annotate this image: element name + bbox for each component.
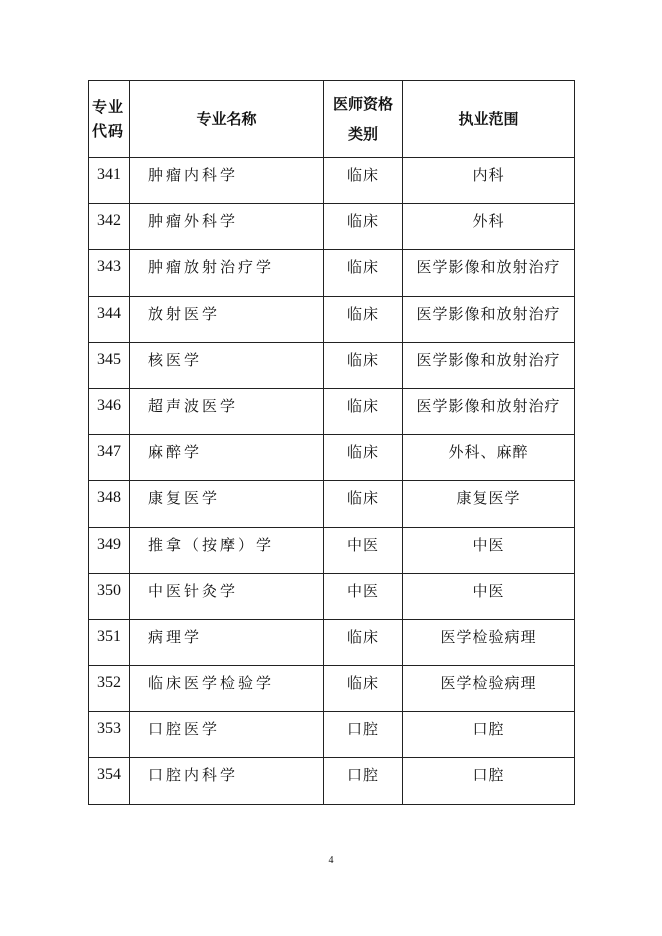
cell-name: 放射医学 xyxy=(130,296,324,342)
cell-scope: 口腔 xyxy=(403,712,575,758)
cell-code: 354 xyxy=(89,758,130,804)
cell-category: 临床 xyxy=(324,204,403,250)
cell-scope: 医学检验病理 xyxy=(403,619,575,665)
page-number: 4 xyxy=(328,855,334,866)
header-scope: 执业范围 xyxy=(403,81,575,158)
cell-category: 临床 xyxy=(324,435,403,481)
cell-code: 345 xyxy=(89,342,130,388)
cell-code: 353 xyxy=(89,712,130,758)
table-row xyxy=(89,342,575,388)
cell-code: 343 xyxy=(89,250,130,296)
cell-code: 342 xyxy=(89,204,130,250)
cell-code: 346 xyxy=(89,388,130,434)
cell-name: 肿瘤内科学 xyxy=(130,158,324,204)
cell-code: 344 xyxy=(89,296,130,342)
cell-name: 推拿（按摩）学 xyxy=(130,527,324,573)
cell-scope: 中医 xyxy=(403,527,575,573)
cell-scope: 医学影像和放射治疗 xyxy=(403,296,575,342)
cell-category: 临床 xyxy=(324,250,403,296)
table-row xyxy=(89,619,575,665)
cell-name: 肿瘤外科学 xyxy=(130,204,324,250)
cell-category: 临床 xyxy=(324,388,403,434)
cell-name: 核医学 xyxy=(130,342,324,388)
cell-scope: 口腔 xyxy=(403,758,575,804)
cell-code: 351 xyxy=(89,619,130,665)
table-row xyxy=(89,527,575,573)
cell-category: 口腔 xyxy=(324,758,403,804)
cell-category: 中医 xyxy=(324,527,403,573)
table-row xyxy=(89,250,575,296)
cell-code: 347 xyxy=(89,435,130,481)
table-header-row xyxy=(89,81,575,158)
cell-code: 352 xyxy=(89,666,130,712)
cell-category: 中医 xyxy=(324,573,403,619)
table-row xyxy=(89,435,575,481)
cell-scope: 内科 xyxy=(403,158,575,204)
cell-scope: 医学影像和放射治疗 xyxy=(403,388,575,434)
header-category-line2: 类别 xyxy=(347,125,378,143)
cell-category: 临床 xyxy=(324,158,403,204)
cell-scope: 医学检验病理 xyxy=(403,666,575,712)
cell-code: 341 xyxy=(89,158,130,204)
table-row xyxy=(89,296,575,342)
cell-scope: 医学影像和放射治疗 xyxy=(403,250,575,296)
cell-scope: 医学影像和放射治疗 xyxy=(403,342,575,388)
cell-category: 临床 xyxy=(324,342,403,388)
cell-category: 口腔 xyxy=(324,712,403,758)
table-row xyxy=(89,712,575,758)
header-name: 专业名称 xyxy=(130,81,324,158)
cell-code: 348 xyxy=(89,481,130,527)
table-row xyxy=(89,388,575,434)
cell-scope: 外科 xyxy=(403,204,575,250)
cell-category: 临床 xyxy=(324,619,403,665)
cell-name: 麻醉学 xyxy=(130,435,324,481)
cell-code: 350 xyxy=(89,573,130,619)
cell-name: 病理学 xyxy=(130,619,324,665)
cell-name: 超声波医学 xyxy=(130,388,324,434)
cell-scope: 中医 xyxy=(403,573,575,619)
cell-category: 临床 xyxy=(324,481,403,527)
table-row xyxy=(89,204,575,250)
table-row xyxy=(89,481,575,527)
cell-name: 康复医学 xyxy=(130,481,324,527)
cell-name: 临床医学检验学 xyxy=(130,666,324,712)
cell-name: 口腔医学 xyxy=(130,712,324,758)
cell-category: 临床 xyxy=(324,296,403,342)
table-row xyxy=(89,758,575,804)
cell-category: 临床 xyxy=(324,666,403,712)
header-category-line1: 医师资格 xyxy=(332,95,393,113)
table-row xyxy=(89,666,575,712)
header-code: 专业代码 xyxy=(89,81,130,158)
cell-name: 中医针灸学 xyxy=(130,573,324,619)
table-row xyxy=(89,573,575,619)
cell-code: 349 xyxy=(89,527,130,573)
cell-scope: 外科、麻醉 xyxy=(403,435,575,481)
cell-name: 肿瘤放射治疗学 xyxy=(130,250,324,296)
cell-name: 口腔内科学 xyxy=(130,758,324,804)
cell-scope: 康复医学 xyxy=(403,481,575,527)
table-row xyxy=(89,158,575,204)
header-category xyxy=(324,81,403,158)
specialty-table xyxy=(88,80,575,805)
